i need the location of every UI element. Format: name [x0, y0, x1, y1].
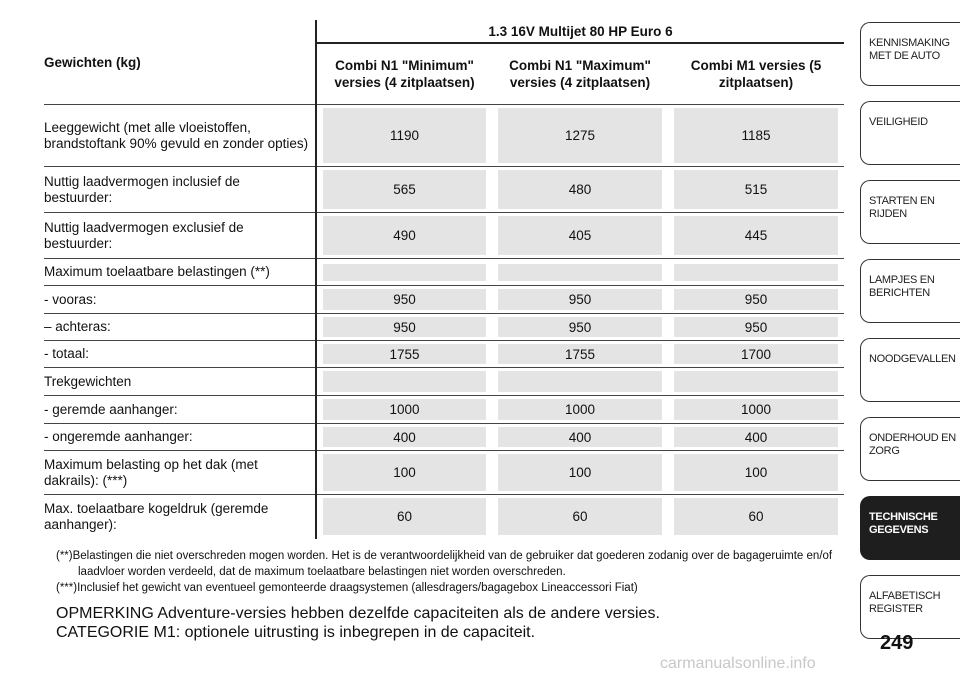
- value-text: 60: [323, 498, 486, 535]
- value-text: 490: [323, 216, 486, 255]
- value-text: [674, 371, 838, 392]
- value-text: 950: [498, 289, 662, 310]
- value-text: 950: [674, 289, 838, 310]
- table-row: [44, 259, 844, 286]
- weights-table: [44, 20, 844, 539]
- value-cell: [668, 259, 844, 286]
- footnotes: [56, 548, 836, 596]
- chapter-tab[interactable]: ONDERHOUD EN ZORG: [860, 417, 960, 481]
- value-cell: [492, 368, 668, 396]
- table-row: [44, 213, 844, 259]
- value-cell: [668, 286, 844, 314]
- value-text: 1000: [323, 399, 486, 420]
- value-text: 100: [498, 454, 662, 491]
- chapter-tab[interactable]: VEILIGHEID: [860, 101, 960, 165]
- value-text: [323, 371, 486, 392]
- table-row: [44, 368, 844, 396]
- value-text: 1275: [498, 108, 662, 163]
- table-row: [44, 396, 844, 424]
- chapter-tab[interactable]: ALFABETISCH REGISTER: [860, 575, 960, 639]
- table-row: [44, 314, 844, 341]
- value-text: 950: [674, 317, 838, 337]
- value-cell: [492, 341, 668, 368]
- value-text: 565: [323, 170, 486, 209]
- value-cell: [668, 314, 844, 341]
- value-text: 60: [674, 498, 838, 535]
- row-label: - totaal:: [44, 341, 316, 368]
- value-text: 60: [498, 498, 662, 535]
- value-cell: [316, 286, 492, 314]
- table-body: [44, 105, 844, 539]
- remark-m1: CATEGORIE M1: optionele uitrusting is inbegrepen in de capaciteit.: [56, 624, 536, 641]
- remarks: [56, 604, 836, 642]
- value-text: 1185: [674, 108, 838, 163]
- value-text: 405: [498, 216, 662, 255]
- row-label: - ongeremde aanhanger:: [44, 424, 316, 451]
- value-text: 1700: [674, 344, 838, 364]
- value-text: [323, 264, 486, 281]
- value-text: 950: [323, 289, 486, 310]
- table-row: [44, 286, 844, 314]
- chapter-tab[interactable]: TECHNISCHE GEGEVENS: [860, 496, 960, 560]
- page-number: 249: [880, 632, 914, 654]
- value-cell: [668, 396, 844, 424]
- table-row: [44, 167, 844, 213]
- value-text: [498, 264, 662, 281]
- column-header: Combi M1 versies (5 zitplaatsen): [690, 58, 822, 90]
- value-cell: [316, 368, 492, 396]
- chapter-tab[interactable]: LAMPJES EN BERICHTEN: [860, 259, 960, 323]
- value-cell: [668, 451, 844, 495]
- table-row: [44, 424, 844, 451]
- value-cell: [668, 105, 844, 167]
- watermark: carmanualsonline.info: [660, 655, 816, 672]
- value-text: 950: [498, 317, 662, 337]
- value-cell: [316, 314, 492, 341]
- value-cell: [668, 341, 844, 368]
- row-label: Trekgewichten: [44, 368, 316, 396]
- value-cell: [668, 368, 844, 396]
- value-text: 480: [498, 170, 662, 209]
- row-label: - vooras:: [44, 286, 316, 314]
- value-cell: [668, 495, 844, 539]
- value-text: 1000: [498, 399, 662, 420]
- remark-adventure: OPMERKING Adventure-versies hebben dezelfde capaciteiten als de andere versies.: [56, 605, 660, 622]
- value-cell: [492, 451, 668, 495]
- value-cell: [492, 167, 668, 213]
- value-cell: [316, 396, 492, 424]
- value-text: 400: [323, 427, 486, 447]
- chapter-tab[interactable]: STARTEN EN RIJDEN: [860, 180, 960, 244]
- footnote-1: (**)Belastingen die niet overschreden mogen worden. Het is de verantwoordelijkheid van de gebruiker dat goederen zodanig over de bagageruimte en/of laadvloer worden verdeeld, dat de maximum toelaatbare belastingen niet worden overschreden.: [56, 550, 833, 578]
- value-text: [674, 264, 838, 281]
- chapter-tab[interactable]: NOODGEVALLEN: [860, 338, 960, 402]
- value-cell: [316, 213, 492, 259]
- value-cell: [316, 424, 492, 451]
- value-cell: [492, 105, 668, 167]
- table-row: [44, 451, 844, 495]
- column-header: Combi N1 "Maximum" versies (4 zitplaatsen): [509, 58, 651, 90]
- table-corner-label: Gewichten (kg): [44, 20, 316, 105]
- row-label: Maximum belasting op het dak (met dakrails): (***): [44, 451, 316, 495]
- value-cell: [668, 167, 844, 213]
- value-cell: [316, 105, 492, 167]
- footnote-2: (***)Inclusief het gewicht van eventueel gemonteerde draagsystemen (allesdragers/bagagebox Lineaccessori Fiat): [56, 582, 638, 594]
- row-label: – achteras:: [44, 314, 316, 341]
- chapter-tab[interactable]: KENNISMAKING MET DE AUTO: [860, 22, 960, 86]
- value-cell: [492, 495, 668, 539]
- value-cell: [492, 424, 668, 451]
- value-text: 1190: [323, 108, 486, 163]
- row-label: Leeggewicht (met alle vloeistoffen, brandstoftank 90% gevuld en zonder opties): [44, 105, 316, 167]
- row-label: Maximum toelaatbare belastingen (**): [44, 259, 316, 286]
- value-cell: [316, 451, 492, 495]
- value-text: 400: [498, 427, 662, 447]
- value-cell: [492, 314, 668, 341]
- value-cell: [316, 341, 492, 368]
- value-text: [498, 371, 662, 392]
- value-text: 1000: [674, 399, 838, 420]
- value-cell: [492, 396, 668, 424]
- value-text: 515: [674, 170, 838, 209]
- value-text: 1755: [498, 344, 662, 364]
- value-cell: [492, 286, 668, 314]
- value-cell: [668, 213, 844, 259]
- row-label: Nuttig laadvermogen exclusief de bestuurder:: [44, 213, 316, 259]
- value-cell: [492, 213, 668, 259]
- table-row: [44, 105, 844, 167]
- table-row: [44, 495, 844, 539]
- value-text: 100: [323, 454, 486, 491]
- value-cell: [668, 424, 844, 451]
- column-header: Combi N1 "Minimum" versies (4 zitplaatsen): [334, 58, 475, 90]
- engine-header: 1.3 16V Multijet 80 HP Euro 6: [316, 20, 844, 43]
- value-text: 1755: [323, 344, 486, 364]
- value-cell: [316, 259, 492, 286]
- value-cell: [316, 495, 492, 539]
- value-text: 445: [674, 216, 838, 255]
- row-label: - geremde aanhanger:: [44, 396, 316, 424]
- value-text: 100: [674, 454, 838, 491]
- table-row: [44, 341, 844, 368]
- value-cell: [492, 259, 668, 286]
- value-text: 950: [323, 317, 486, 337]
- value-cell: [316, 167, 492, 213]
- row-label: Nuttig laadvermogen inclusief de bestuurder:: [44, 167, 316, 213]
- value-text: 400: [674, 427, 838, 447]
- row-label: Max. toelaatbare kogeldruk (geremde aanhanger):: [44, 495, 316, 539]
